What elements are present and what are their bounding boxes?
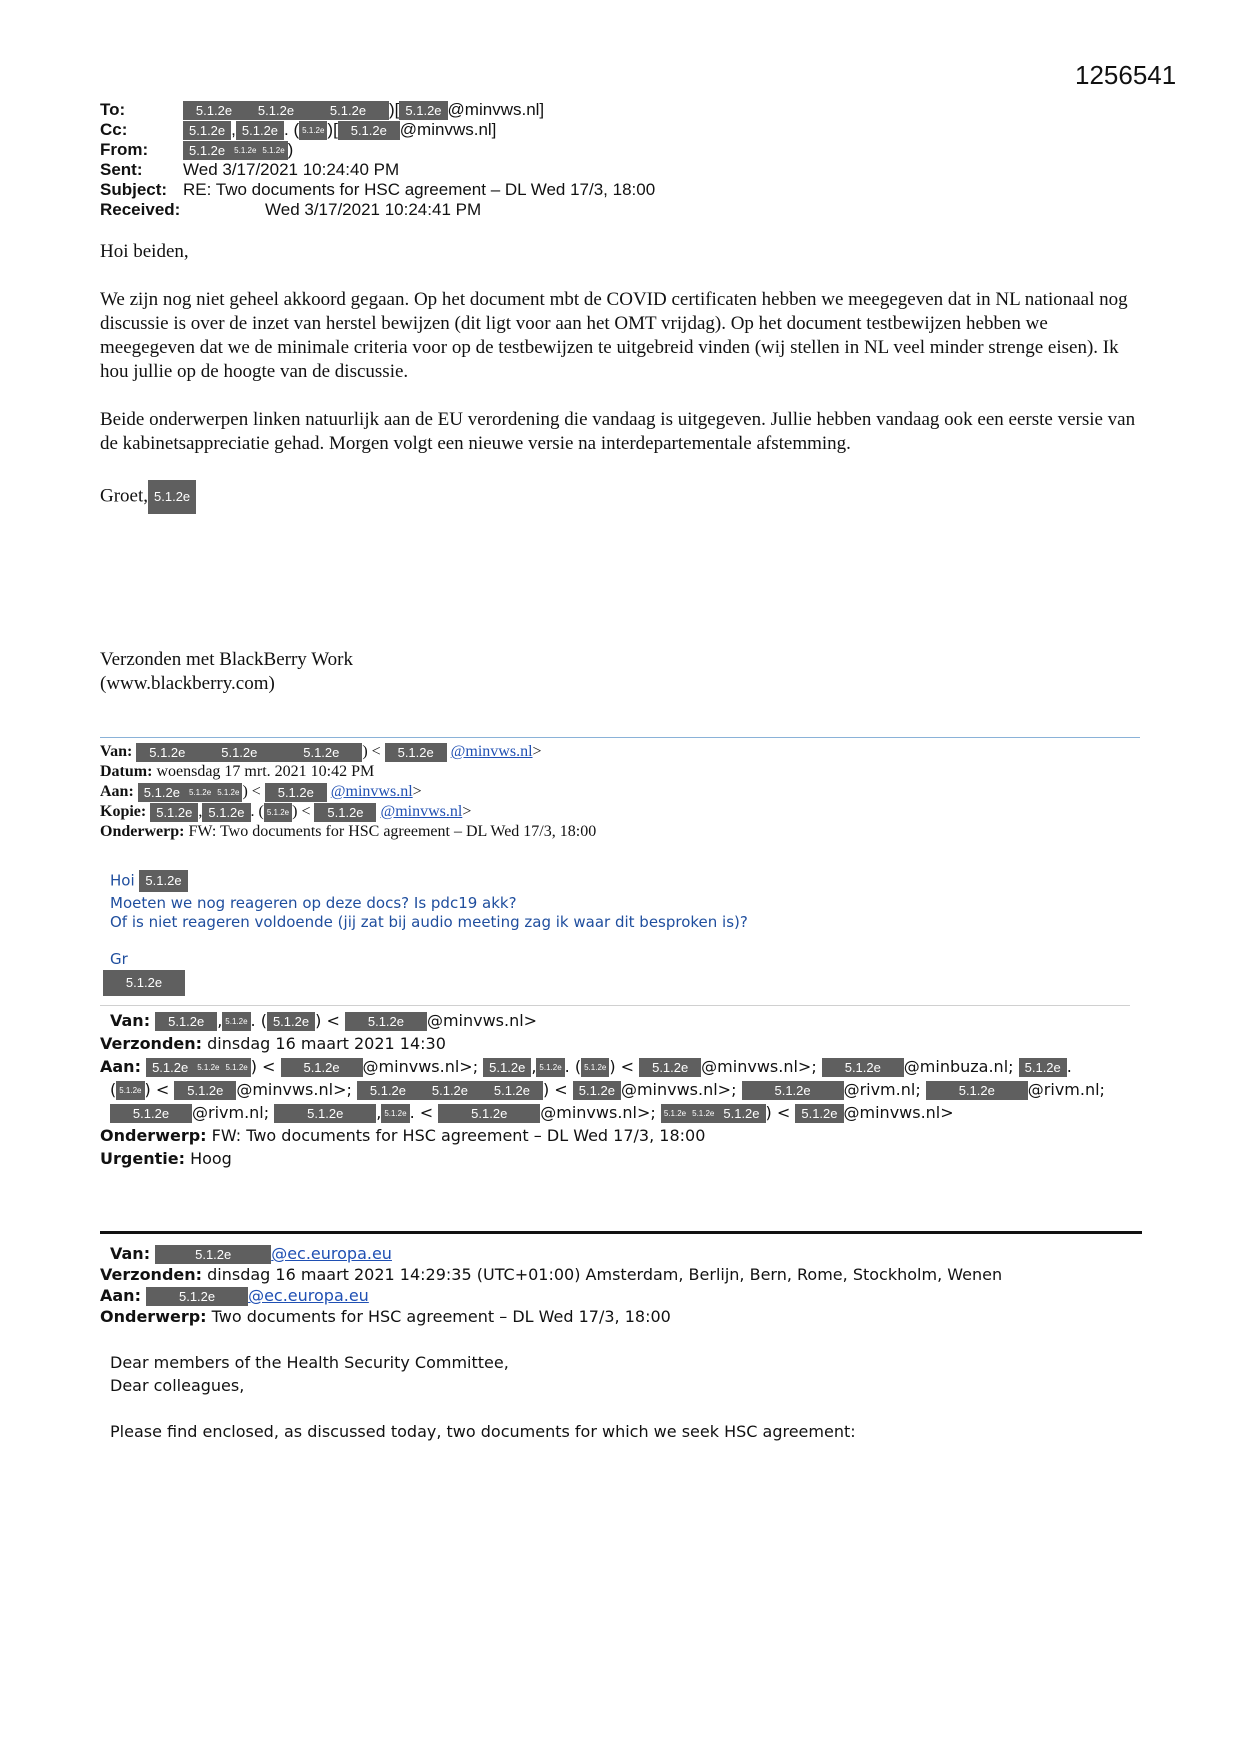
separator-line bbox=[100, 737, 1140, 738]
redaction: 5.1.2e bbox=[259, 141, 287, 160]
document-number: 1256541 bbox=[1075, 60, 1177, 90]
paragraph-2: Beide onderwerpen linken natuurlijk aan de EU verordening die vandaag is uitgegeven. Jullie hebben vandaag ook een eerste versie van de kabinetsappreciatie gehad. Morgen volgt een nieuwe versie na interdepartementale afstemming. bbox=[100, 409, 1136, 454]
email3-aan-row-1: Aan: 5.1.2e 5.1.2e 5.1.2e ) < 5.1.2e @minvws.nl>; 5.1.2e , 5.1.2e . ( 5.1.2e ) < 5.1.2e @minvws.nl>; 5.1.2e @minbuza.nl; 5.1.2e . bbox=[100, 1057, 1072, 1076]
redaction: 5.1.2e bbox=[381, 1104, 409, 1123]
redaction: 5.1.2e bbox=[202, 803, 250, 822]
redaction: 5.1.2e bbox=[573, 1081, 621, 1100]
email-link[interactable]: @ec.europa.eu bbox=[271, 1244, 392, 1263]
redaction: 5.1.2e bbox=[795, 1104, 843, 1123]
redaction: 5.1.2e bbox=[280, 743, 362, 762]
email3-verzonden-row bbox=[100, 1033, 446, 1054]
email2-datum-row bbox=[100, 762, 374, 782]
onderwerp-label: Onderwerp: bbox=[100, 1307, 207, 1326]
recipient-domain: @minvws.nl> bbox=[843, 1103, 954, 1122]
redaction: 5.1.2e bbox=[222, 1058, 250, 1077]
email3-onderwerp-row bbox=[100, 1125, 705, 1146]
subject-value: RE: Two documents for HSC agreement – DL Wed 17/3, 18:00 bbox=[183, 180, 656, 199]
email2-onderwerp-row bbox=[100, 822, 596, 842]
thin-separator bbox=[100, 1005, 1130, 1006]
thick-separator bbox=[100, 1231, 1142, 1234]
email4-onderwerp-row bbox=[100, 1307, 671, 1327]
sent-label: Sent: bbox=[100, 160, 143, 179]
redaction: 5.1.2e bbox=[245, 101, 307, 120]
redaction: 5.1.2e bbox=[281, 1058, 363, 1077]
kopie-label: Kopie: bbox=[100, 803, 147, 820]
recipient-domain: @minvws.nl>; bbox=[620, 1080, 737, 1099]
redaction: 5.1.2e bbox=[274, 1104, 376, 1123]
email2-aan-row: Aan: 5.1.2e 5.1.2e 5.1.2e ) < 5.1.2e @minvws.nl> bbox=[100, 783, 422, 800]
redaction: 5.1.2e bbox=[265, 783, 327, 802]
closing bbox=[100, 480, 196, 514]
redaction: 5.1.2e bbox=[338, 121, 400, 140]
received-label: Received: bbox=[100, 200, 181, 219]
email2-van-row: Van: 5.1.2e 5.1.2e 5.1.2e ) < 5.1.2e @minvws.nl> bbox=[100, 743, 542, 760]
redaction: 5.1.2e bbox=[231, 141, 259, 160]
redaction: 5.1.2e bbox=[536, 1058, 564, 1077]
datum-label: Datum: bbox=[100, 763, 153, 780]
redaction: 5.1.2e bbox=[483, 1058, 531, 1077]
redaction: 5.1.2e bbox=[717, 1104, 765, 1123]
aan-label: Aan: bbox=[100, 1286, 141, 1305]
email4-aan-row bbox=[100, 1286, 369, 1306]
hoi-text: Hoi bbox=[110, 871, 135, 890]
salutation-2: Dear colleagues, bbox=[110, 1376, 245, 1395]
sent-value: Wed 3/17/2021 10:24:40 PM bbox=[183, 160, 400, 179]
email2-kopie-row: Kopie: 5.1.2e , 5.1.2e . ( 5.1.2e ) < 5.1.2e @minvws.nl> bbox=[100, 803, 472, 820]
onderwerp-value: Two documents for HSC agreement – DL Wed 17/3, 18:00 bbox=[211, 1307, 671, 1326]
verzonden-value: dinsdag 16 maart 2021 14:30 bbox=[207, 1034, 446, 1053]
redaction: 5.1.2e bbox=[481, 1081, 543, 1100]
email3-van-row: Van: 5.1.2e , 5.1.2e . ( 5.1.2e ) < 5.1.2e @minvws.nl> bbox=[110, 1011, 538, 1030]
redaction: 5.1.2e bbox=[689, 1104, 717, 1123]
email4-verzonden-row bbox=[100, 1265, 1002, 1285]
email1-to-row: To: 5.1.2e 5.1.2e 5.1.2e )[ 5.1.2e @minvws.nl] bbox=[100, 100, 545, 119]
email2-line-2: Of is niet reageren voldoende (jij zat bij audio meeting zag ik waar dit besproken is)? bbox=[110, 913, 748, 931]
aan-label: Aan: bbox=[100, 1057, 141, 1076]
redaction: 5.1.2e bbox=[139, 870, 187, 892]
redaction: 5.1.2e bbox=[926, 1081, 1028, 1100]
redaction: 5.1.2e bbox=[116, 1081, 144, 1100]
cc-label: Cc: bbox=[100, 120, 128, 139]
email2-hoi-row bbox=[110, 870, 188, 892]
verzonden-label: Verzonden: bbox=[100, 1034, 203, 1053]
redaction: 5.1.2e bbox=[822, 1058, 904, 1077]
email2-line-1: Moeten we nog reageren op deze docs? Is pdc19 akk? bbox=[110, 894, 517, 912]
to-domain: @minvws.nl] bbox=[447, 100, 545, 119]
redaction: 5.1.2e bbox=[183, 101, 245, 120]
email1-sent-row bbox=[100, 160, 399, 180]
redaction: 5.1.2e bbox=[155, 1012, 217, 1031]
redaction: 5.1.2e bbox=[138, 783, 186, 802]
onderwerp-label: Onderwerp: bbox=[100, 1126, 207, 1145]
van-label: Van: bbox=[110, 1244, 151, 1263]
recipient-domain: @minvws.nl>; bbox=[701, 1057, 817, 1076]
recipient-domain: @minvws.nl>; bbox=[236, 1080, 352, 1099]
verzonden-label: Verzonden: bbox=[100, 1265, 203, 1284]
email3-urgentie-row bbox=[100, 1148, 232, 1169]
redaction: 5.1.2e bbox=[214, 783, 242, 802]
email1-subject-row bbox=[100, 180, 655, 200]
redaction: 5.1.2e bbox=[1019, 1058, 1067, 1077]
email1-cc-row: Cc: 5.1.2e , 5.1.2e . ( 5.1.2e )[ 5.1.2e @minvws.nl] bbox=[100, 120, 497, 139]
redaction: 5.1.2e bbox=[146, 1058, 194, 1077]
email3-aan-row-2: ( 5.1.2e ) < 5.1.2e @minvws.nl>; 5.1.2e 5.1.2e 5.1.2e ) < 5.1.2e @minvws.nl>; 5.1.2e @rivm.nl; 5.1.2e @rivm.nl; bbox=[110, 1080, 1105, 1099]
salutation-1: Dear members of the Health Security Committee, bbox=[110, 1353, 509, 1372]
van-label: Van: bbox=[110, 1011, 151, 1030]
signature-line-2: (www.blackberry.com) bbox=[100, 673, 275, 694]
closing-text: Groet, bbox=[100, 485, 149, 507]
redaction: 5.1.2e bbox=[198, 743, 280, 762]
redaction: 5.1.2e bbox=[150, 803, 198, 822]
aan-label: Aan: bbox=[100, 783, 134, 800]
redaction: 5.1.2e bbox=[639, 1058, 701, 1077]
paragraph-1: We zijn nog niet geheel akkoord gegaan. Op het document mbt de COVID certificaten hebben we meegegeven dat in NL nationaal nog discussie is over de inzet van herstel bewijzen (dit ligt voor aan het OMT vrijdag). Op het document testbewijzen hebben we meegegeven dat we de minimale criteria voor op de testbewijzen te uitgebreid vinden (wij stellen in NL veel minder strenge eisen). Ik hou jullie op de hoogte van de discussie. bbox=[100, 289, 1128, 382]
verzonden-value: dinsdag 16 maart 2021 14:29:35 (UTC+01:00) Amsterdam, Berlijn, Bern, Rome, Stockholm, Wenen bbox=[207, 1265, 1003, 1284]
redaction: 5.1.2e bbox=[299, 121, 327, 140]
email2-sign-redaction bbox=[103, 970, 185, 996]
van-domain: @minvws.nl> bbox=[426, 1011, 538, 1030]
signature-line-1: Verzonden met BlackBerry Work bbox=[100, 649, 353, 670]
onderwerp-label: Onderwerp: bbox=[100, 823, 185, 840]
email-link[interactable]: @minvws.nl bbox=[380, 803, 463, 820]
from-label: From: bbox=[100, 140, 149, 159]
recipient-domain: @rivm.nl; bbox=[1027, 1080, 1105, 1099]
redaction: 5.1.2e bbox=[110, 1104, 192, 1123]
redaction: 5.1.2e bbox=[345, 1012, 427, 1031]
redaction: 5.1.2e bbox=[307, 101, 389, 120]
redaction: 5.1.2e bbox=[661, 1104, 689, 1123]
redaction: 5.1.2e bbox=[267, 1012, 315, 1031]
redaction: 5.1.2e bbox=[399, 101, 447, 120]
email1-from-row: From: 5.1.2e 5.1.2e 5.1.2e ) bbox=[100, 140, 294, 159]
redaction: 5.1.2e bbox=[103, 970, 185, 996]
email3-aan-row-3: 5.1.2e @rivm.nl; 5.1.2e , 5.1.2e . < 5.1.2e @minvws.nl>; 5.1.2e 5.1.2e 5.1.2e ) < 5.1.2e @minvws.nl> bbox=[110, 1102, 954, 1123]
redaction: 5.1.2e bbox=[183, 121, 231, 140]
redaction: 5.1.2e bbox=[136, 743, 198, 762]
redaction: 5.1.2e bbox=[264, 803, 292, 822]
onderwerp-value: FW: Two documents for HSC agreement – DL Wed 17/3, 18:00 bbox=[188, 823, 597, 840]
redaction: 5.1.2e bbox=[155, 1245, 271, 1264]
redaction: 5.1.2e bbox=[314, 803, 376, 822]
recipient-domain: @rivm.nl; bbox=[843, 1080, 921, 1099]
urgentie-value: Hoog bbox=[190, 1149, 232, 1168]
to-label: To: bbox=[100, 100, 126, 119]
email-link[interactable]: @minvws.nl bbox=[330, 783, 413, 800]
redaction: 5.1.2e bbox=[183, 141, 231, 160]
cc-domain: @minvws.nl] bbox=[399, 120, 497, 139]
redaction: 5.1.2e bbox=[148, 480, 196, 514]
redaction: 5.1.2e bbox=[222, 1012, 250, 1031]
redaction: 5.1.2e bbox=[581, 1058, 609, 1077]
van-label: Van: bbox=[100, 743, 133, 760]
redaction: 5.1.2e bbox=[174, 1081, 236, 1100]
urgentie-label: Urgentie: bbox=[100, 1149, 185, 1168]
email-link[interactable]: @minvws.nl bbox=[450, 743, 533, 760]
redaction: 5.1.2e bbox=[742, 1081, 844, 1100]
redaction: 5.1.2e bbox=[357, 1081, 419, 1100]
recipient-domain: @minvws.nl>; bbox=[540, 1103, 656, 1122]
redaction: 5.1.2e bbox=[419, 1081, 481, 1100]
greeting: Hoi beiden, bbox=[100, 241, 189, 262]
recipient-domain: @minbuza.nl; bbox=[903, 1057, 1014, 1076]
recipient-domain: @rivm.nl; bbox=[192, 1103, 270, 1122]
email1-received-row bbox=[100, 200, 481, 220]
email4-van-row bbox=[110, 1244, 392, 1264]
redaction: 5.1.2e bbox=[236, 121, 284, 140]
recipient-domain: @minvws.nl>; bbox=[362, 1057, 479, 1076]
received-value: Wed 3/17/2021 10:24:41 PM bbox=[265, 200, 482, 219]
subject-label: Subject: bbox=[100, 180, 168, 199]
redaction: 5.1.2e bbox=[186, 783, 214, 802]
redaction: 5.1.2e bbox=[146, 1287, 248, 1306]
datum-value: woensdag 17 mrt. 2021 10:42 PM bbox=[156, 763, 375, 780]
redaction: 5.1.2e bbox=[194, 1058, 222, 1077]
redaction: 5.1.2e bbox=[385, 743, 447, 762]
redaction: 5.1.2e bbox=[438, 1104, 540, 1123]
onderwerp-value: FW: Two documents for HSC agreement – DL Wed 17/3, 18:00 bbox=[211, 1126, 706, 1145]
email-link[interactable]: @ec.europa.eu bbox=[248, 1286, 369, 1305]
email2-gr: Gr bbox=[110, 950, 128, 968]
email4-body: Please find enclosed, as discussed today, two documents for which we seek HSC agreement: bbox=[110, 1422, 856, 1441]
